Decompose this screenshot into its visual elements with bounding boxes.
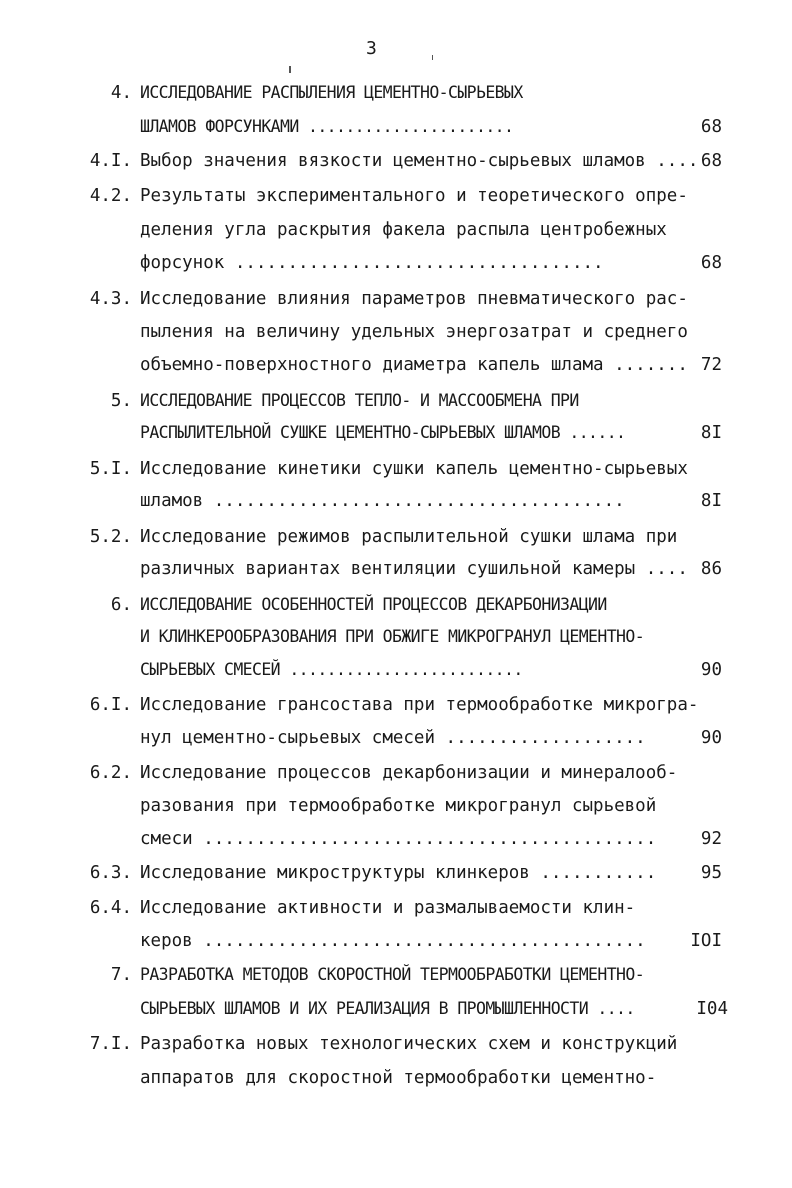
toc-entry-number: 6. <box>110 595 132 615</box>
toc-entry-number: 5.2. <box>89 527 132 547</box>
toc-page-number: 8I <box>700 423 722 443</box>
toc-entry-title: керов .......................................... <box>140 931 646 951</box>
toc-entry-title: И КЛИНКЕРООБРАЗОВАНИЯ ПРИ ОБЖИГЕ МИКРОГРАНУЛ ЦЕМЕНТНО- <box>140 627 645 646</box>
toc-entry-title: Исследование активности и размалываемости клин- <box>140 898 636 918</box>
toc-entry-title: пыления на величину удельных энергозатрат и среднего <box>140 322 688 342</box>
toc-entry-title: РАСПЫЛИТЕЛЬНОЙ СУШКЕ ЦЕМЕНТНО-СЫРЬЕВЫХ ШЛАМОВ ...... <box>140 423 626 442</box>
toc-entry-title: Исследование процессов декарбонизации и минералооб- <box>140 763 678 783</box>
toc-entry-title: Исследование влияния параметров пневматического рас- <box>140 289 688 309</box>
toc-page-number: 68 <box>700 151 722 171</box>
toc-entry-title: разования при термообработке микрогранул сырьевой <box>140 796 657 816</box>
toc-entry-number: 6.I. <box>89 695 132 715</box>
toc-entry-number: 5.I. <box>89 459 132 479</box>
toc-page-number: 72 <box>700 355 722 375</box>
toc-page-number: 86 <box>700 559 722 579</box>
toc-entry-4-3-cont <box>0 317 792 347</box>
toc-entry-4 <box>0 78 792 108</box>
toc-page-number: 68 <box>700 117 722 137</box>
toc-entry-number: 6.3. <box>89 863 132 883</box>
toc-entry-6-cont <box>0 622 792 652</box>
toc-entry-6-4 <box>0 893 792 923</box>
toc-entry-title: Выбор значения вязкости цементно-сырьевых шламов .... <box>140 151 699 171</box>
toc-entry-5-1 <box>0 454 792 484</box>
scan-speck <box>432 55 433 60</box>
toc-entry-7-1 <box>0 1029 792 1059</box>
toc-entry-title: ИССЛЕДОВАНИЕ РАСПЫЛЕНИЯ ЦЕМЕНТНО-СЫРЬЕВЫХ <box>140 83 523 102</box>
toc-entry-title: СЫРЬЕВЫХ ШЛАМОВ И ИХ РЕАЛИЗАЦИЯ В ПРОМЫШЛЕННОСТИ .... <box>140 999 635 1018</box>
toc-entry-title: ШЛАМОВ ФОРСУНКАМИ ...................... <box>140 117 514 136</box>
toc-entry-number: 4.3. <box>89 289 132 309</box>
toc-entry-title: Исследование грансостава при термообработке микрогра- <box>140 695 699 715</box>
toc-entry-title: аппаратов для скоростной термообработки цементно- <box>140 1068 657 1088</box>
toc-entry-title: Исследование режимов распылительной сушки шлама при <box>140 527 678 547</box>
toc-entry-5-1-cont <box>0 486 792 516</box>
toc-entry-number: 4.I. <box>89 151 132 171</box>
toc-entry-5-2-cont <box>0 554 792 584</box>
toc-entry-7 <box>0 960 792 990</box>
page-number: 3 <box>366 38 377 59</box>
toc-entry-4-cont <box>0 112 792 142</box>
toc-entry-4-3-cont <box>0 350 792 380</box>
toc-entry-title: различных вариантах вентиляции сушильной камеры .... <box>140 559 688 579</box>
toc-page-number: 92 <box>700 829 722 849</box>
toc-entry-title: Исследование микроструктуры клинкеров ........... <box>140 863 657 883</box>
toc-entry-number: 5. <box>110 391 132 411</box>
toc-entry-title: нул цементно-сырьевых смесей ................... <box>140 728 646 748</box>
toc-entry-title: СЫРЬЕВЫХ СМЕСЕЙ ......................... <box>140 660 523 679</box>
toc-entry-title: ИССЛЕДОВАНИЕ ПРОЦЕССОВ ТЕПЛО- И МАССООБМЕНА ПРИ <box>140 391 579 410</box>
toc-page-number: I04 <box>696 999 728 1019</box>
toc-entry-title: объемно-поверхностного диаметра капель шлама ....... <box>140 355 688 375</box>
toc-page-number: IOI <box>690 931 722 951</box>
toc-entry-number: 6.2. <box>89 763 132 783</box>
toc-page-number: 8I <box>700 491 722 511</box>
toc-entry-title: Исследование кинетики сушки капель цементно-сырьевых <box>140 459 688 479</box>
toc-entry-6-2 <box>0 758 792 788</box>
toc-entry-number: 4. <box>110 83 132 103</box>
toc-entry-4-2-cont <box>0 215 792 245</box>
toc-entry-6-1-cont <box>0 723 792 753</box>
toc-entry-5-2 <box>0 522 792 552</box>
toc-entry-6 <box>0 590 792 620</box>
toc-entry-6-1 <box>0 690 792 720</box>
toc-entry-6-cont <box>0 655 792 685</box>
toc-entry-number: 7. <box>110 965 132 985</box>
toc-entry-title: шламов ....................................... <box>140 491 625 511</box>
toc-entry-4-3 <box>0 284 792 314</box>
toc-page-number: 95 <box>700 863 722 883</box>
toc-entry-title: деления угла раскрытия факела распыла центробежных <box>140 220 667 240</box>
toc-entry-4-2 <box>0 181 792 211</box>
toc-entry-number: 4.2. <box>89 186 132 206</box>
scan-speck <box>289 66 291 73</box>
toc-entry-title: Результаты экспериментального и теоретического опре- <box>140 186 688 206</box>
toc-entry-number: 6.4. <box>89 898 132 918</box>
toc-entry-6-2-cont <box>0 791 792 821</box>
toc-entry-title: смеси ........................................... <box>140 829 657 849</box>
toc-entry-5 <box>0 386 792 416</box>
toc-entry-title: форсунок ................................... <box>140 253 604 273</box>
toc-entry-7-cont <box>0 994 792 1024</box>
toc-entry-title: РАЗРАБОТКА МЕТОДОВ СКОРОСТНОЙ ТЕРМООБРАБОТКИ ЦЕМЕНТНО- <box>140 965 645 984</box>
toc-entry-4-1 <box>0 146 792 176</box>
toc-entry-number: 7.I. <box>89 1034 132 1054</box>
toc-entry-title: Разработка новых технологических схем и конструкций <box>140 1034 678 1054</box>
toc-entry-6-2-cont <box>0 824 792 854</box>
toc-entry-6-3 <box>0 858 792 888</box>
toc-entry-5-cont <box>0 418 792 448</box>
toc-page-number: 90 <box>700 728 722 748</box>
toc-page-number: 68 <box>700 253 722 273</box>
toc-page-number: 90 <box>700 660 722 680</box>
toc-entry-title: ИССЛЕДОВАНИЕ ОСОБЕННОСТЕЙ ПРОЦЕССОВ ДЕКАРБОНИЗАЦИИ <box>140 595 607 614</box>
toc-entry-6-4-cont <box>0 926 792 956</box>
toc-entry-4-2-cont <box>0 248 792 278</box>
toc-entry-7-1-cont <box>0 1063 792 1093</box>
